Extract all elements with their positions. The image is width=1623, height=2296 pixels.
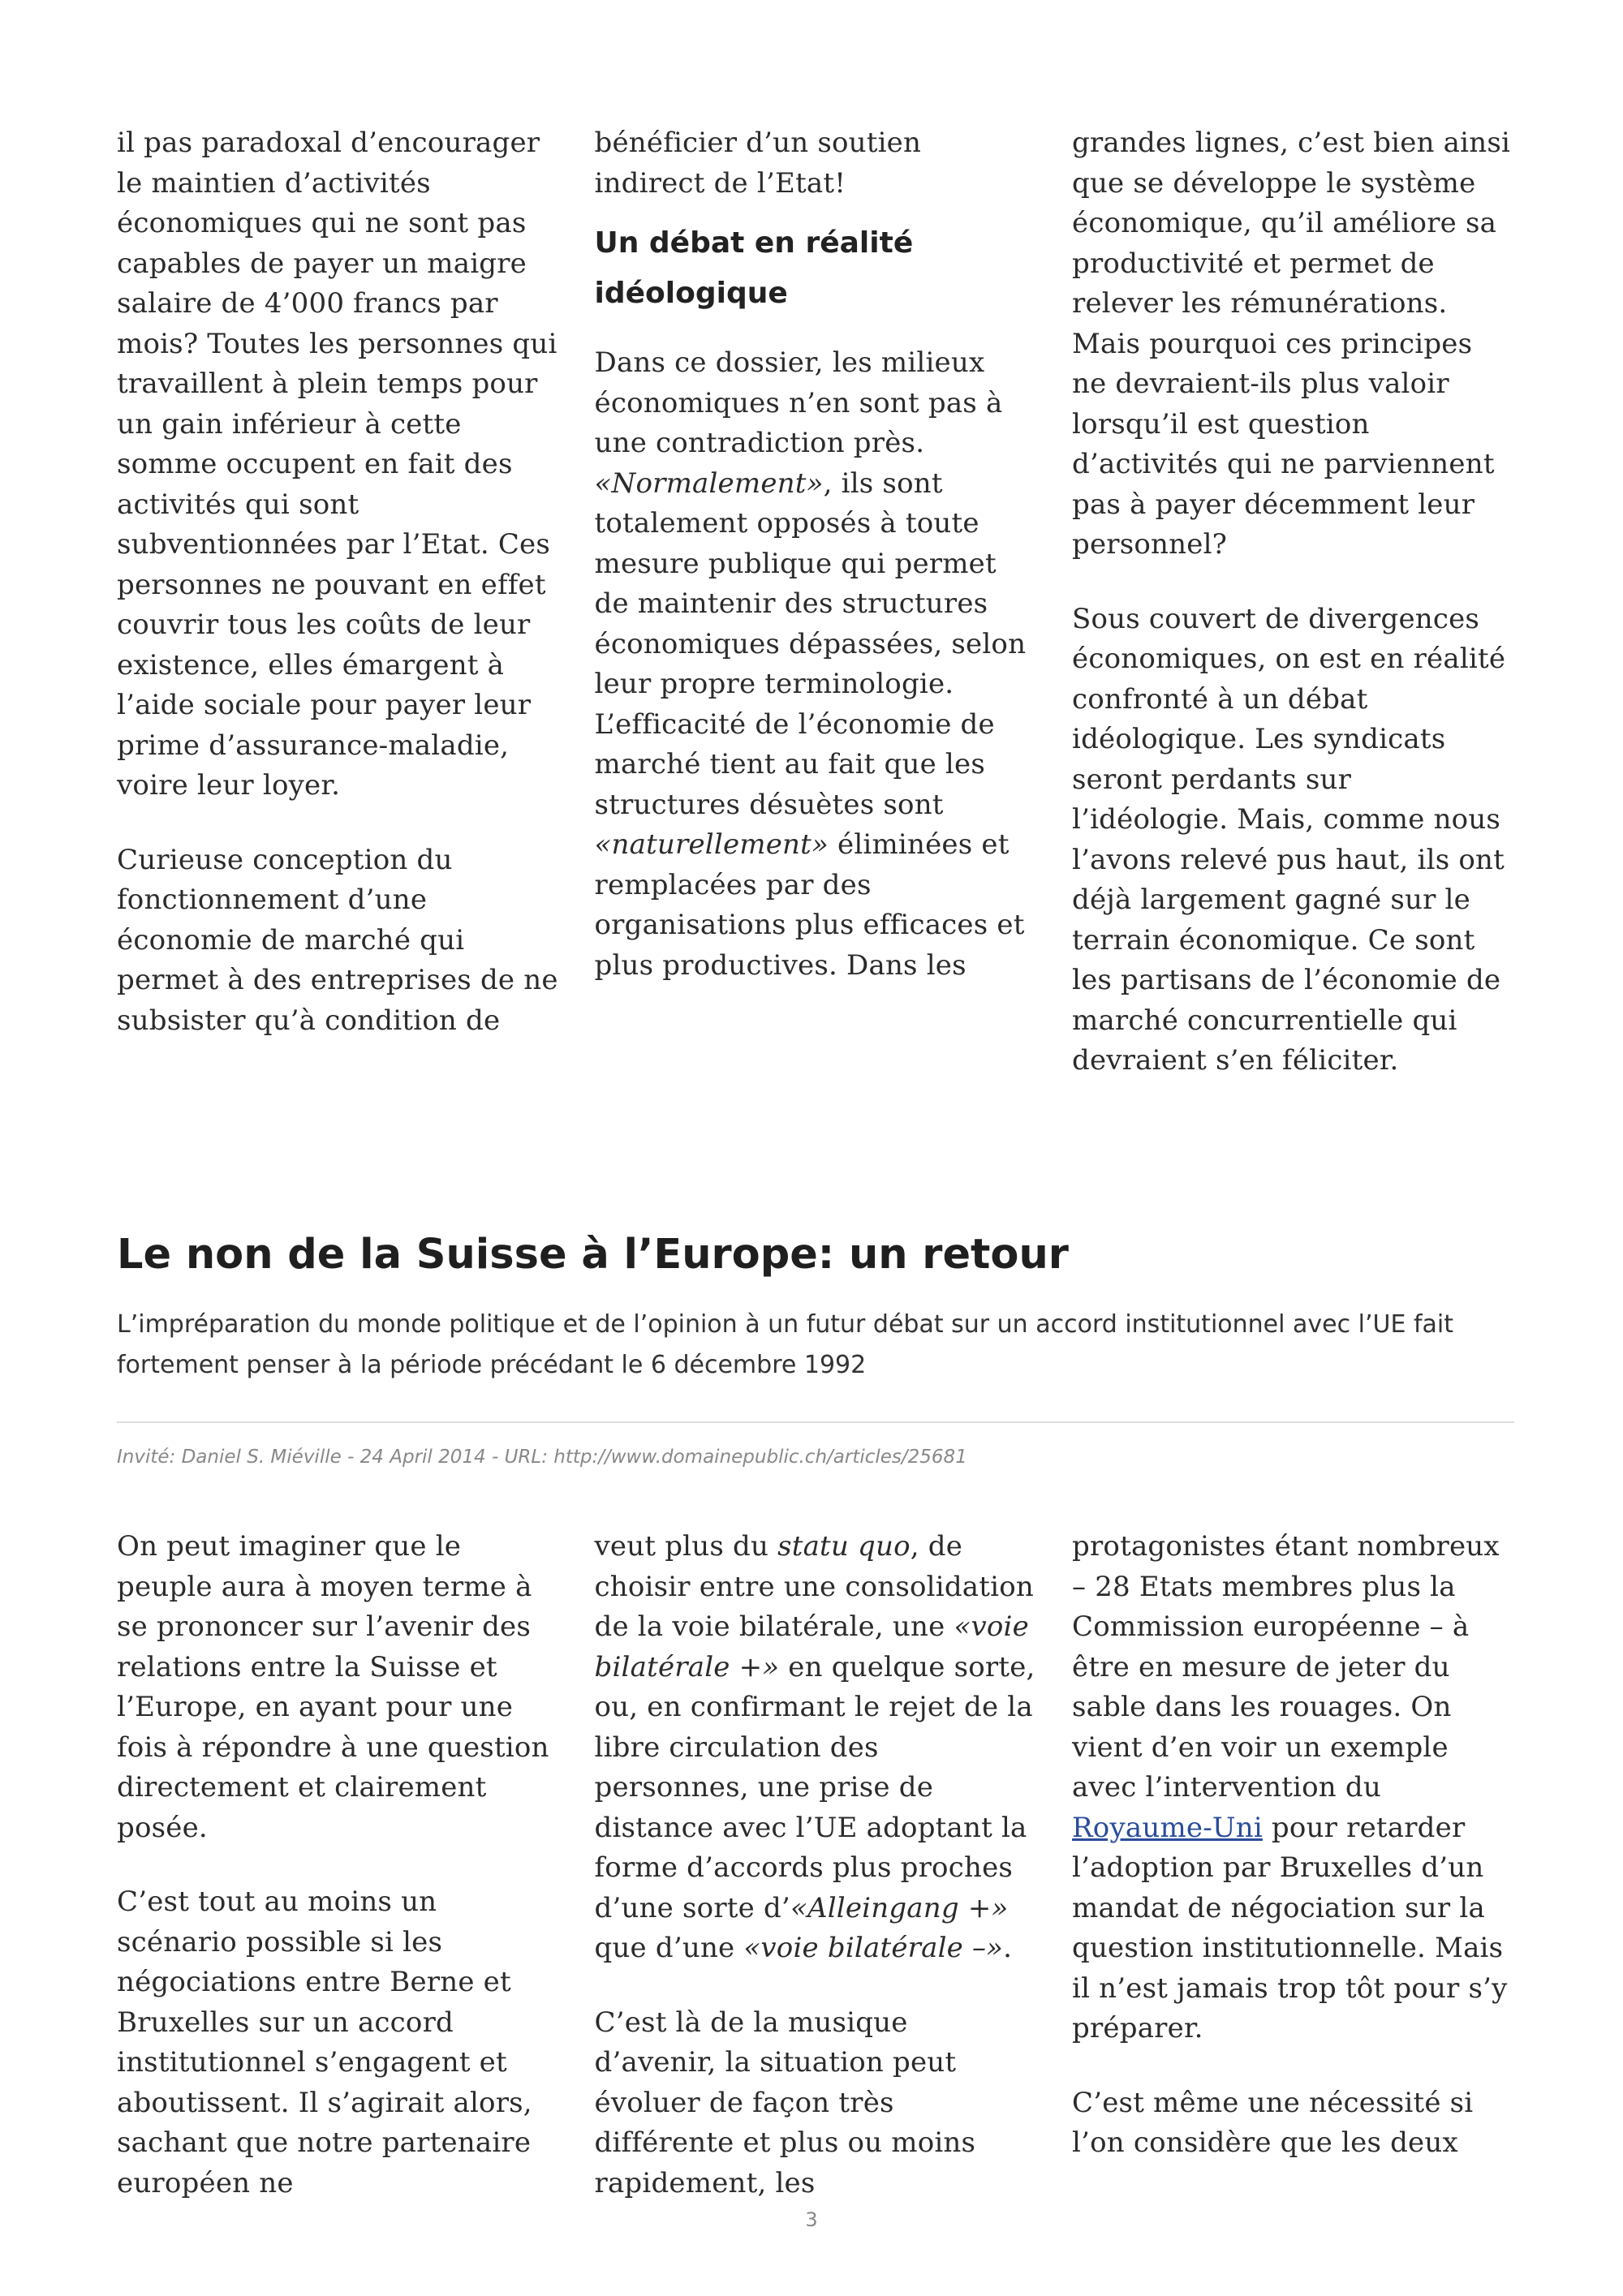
paragraph: Sous couvert de divergences économiques, on est en réalité confronté à un débat idéologique. Les syndicats seront perdants sur l’idéologie. Mais, comme nous l’avons relevé pus haut, ils ont déjà largement gagné sur le terrain économique. Ce sont les partisans de l’économie de marché concurrentielle qui devraient s’en féliciter. <box>1072 602 1506 1077</box>
column-1 <box>117 123 559 1081</box>
paragraph: C’est tout au moins un scénario possible si les négociations entre Berne et Bruxelles sur un accord institutionnel s’engagent et aboutissent. Il s’agirait alors, sachant que notre partenaire européen ne <box>117 1885 532 2199</box>
section-heading: Un débat en réalité idéologique <box>594 226 914 310</box>
paragraph: il pas paradoxal d’encourager le maintien d’activités économiques qui ne sont pas capables de payer un maigre salaire de 4’000 francs par mois? Toutes les personnes qui travaillent à plein temps pour un gain inférieur à cette somme occupent en fait des activités qui sont subventionnées par l’Etat. Ces personnes ne pouvant en effet couvrir tous les coûts de leur existence, elles émargent à l’aide sociale pour payer leur prime d’assurance-maladie, voire leur loyer. <box>117 127 558 802</box>
column-2 <box>595 1527 1037 2204</box>
top-columns <box>117 123 1514 1081</box>
paragraph: veut plus du statu quo, de choisir entre une consolidation de la voie bilatérale, une «voie bilatérale +» en quelque sorte, ou, en confirmant le rejet de la libre circulation des personnes, une prise de distance avec l’UE adoptant la forme d’accords plus proches d’une sorte d’«Alleingang +» que d’une «voie bilatérale –». <box>594 1530 1035 1964</box>
paragraph: C’est là de la musique d’avenir, la situation peut évoluer de façon très différente et plus ou moins rapidement, les <box>594 2006 976 2199</box>
divider <box>117 1421 1514 1423</box>
column-2 <box>595 123 1037 1081</box>
paragraph: grandes lignes, c’est bien ainsi que se développe le système économique, qu’il améliore sa productivité et permet de relever les rémunérations. Mais pourquoi ces principes ne devraient-ils plus valoir lorsqu’il est question d’activités qui ne parviennent pas à payer décemment leur personnel? <box>1072 127 1511 561</box>
paragraph: protagonistes étant nombreux – 28 Etats membres plus la Commission européenne – à être en mesure de jeter du sable dans les rouages. On vient d’en voir un exemple avec l’intervention du Royaume-Uni pour retarder l’adoption par Bruxelles d’un mandat de négociation sur la question institutionnelle. Mais il n’est jamais trop tôt pour s’y préparer. <box>1072 1530 1508 2044</box>
column-1 <box>117 1527 559 2204</box>
paragraph: On peut imaginer que le peuple aura à moyen terme à se prononcer sur l’avenir des relations entre la Suisse et l’Europe, en ayant pour une fois à répondre à une question directement et clairement posée. <box>117 1530 549 1844</box>
article-title: Le non de la Suisse à l’Europe: un retour <box>117 1231 1069 1279</box>
article-meta: Invité: Daniel S. Miéville - 24 April 2014 - URL: http://www.domainepublic.ch/articles/25681 <box>117 1447 967 1468</box>
column-3 <box>1072 123 1514 1081</box>
royaume-uni-link[interactable]: Royaume-Uni <box>1072 1811 1263 1844</box>
page-number: 3 <box>805 2208 818 2231</box>
paragraph: Dans ce dossier, les milieux économiques n’en sont pas à une contradiction près. «Normalement», ils sont totalement opposés à toute mesure publique qui permet de maintenir des structures économiques dépassées, selon leur propre terminologie. L’efficacité de l’économie de marché tient au fait que les structures désuètes sont «naturellement» éliminées et remplacées par des organisations plus efficaces et plus productives. Dans les <box>594 346 1027 982</box>
article-lead: L’impréparation du monde politique et de l’opinion à un futur débat sur un accord institutionnel avec l’UE fait fortement penser à la période précédant le 6 décembre 1992 <box>117 1310 1453 1379</box>
column-3 <box>1072 1527 1514 2204</box>
paragraph: C’est même une nécessité si l’on considère que les deux <box>1072 2086 1474 2159</box>
paragraph: bénéficier d’un soutien indirect de l’Etat! <box>594 127 922 200</box>
paragraph: Curieuse conception du fonctionnement d’une économie de marché qui permet à des entreprises de ne subsister qu’à condition de <box>117 843 558 1037</box>
bottom-columns <box>117 1527 1514 2204</box>
